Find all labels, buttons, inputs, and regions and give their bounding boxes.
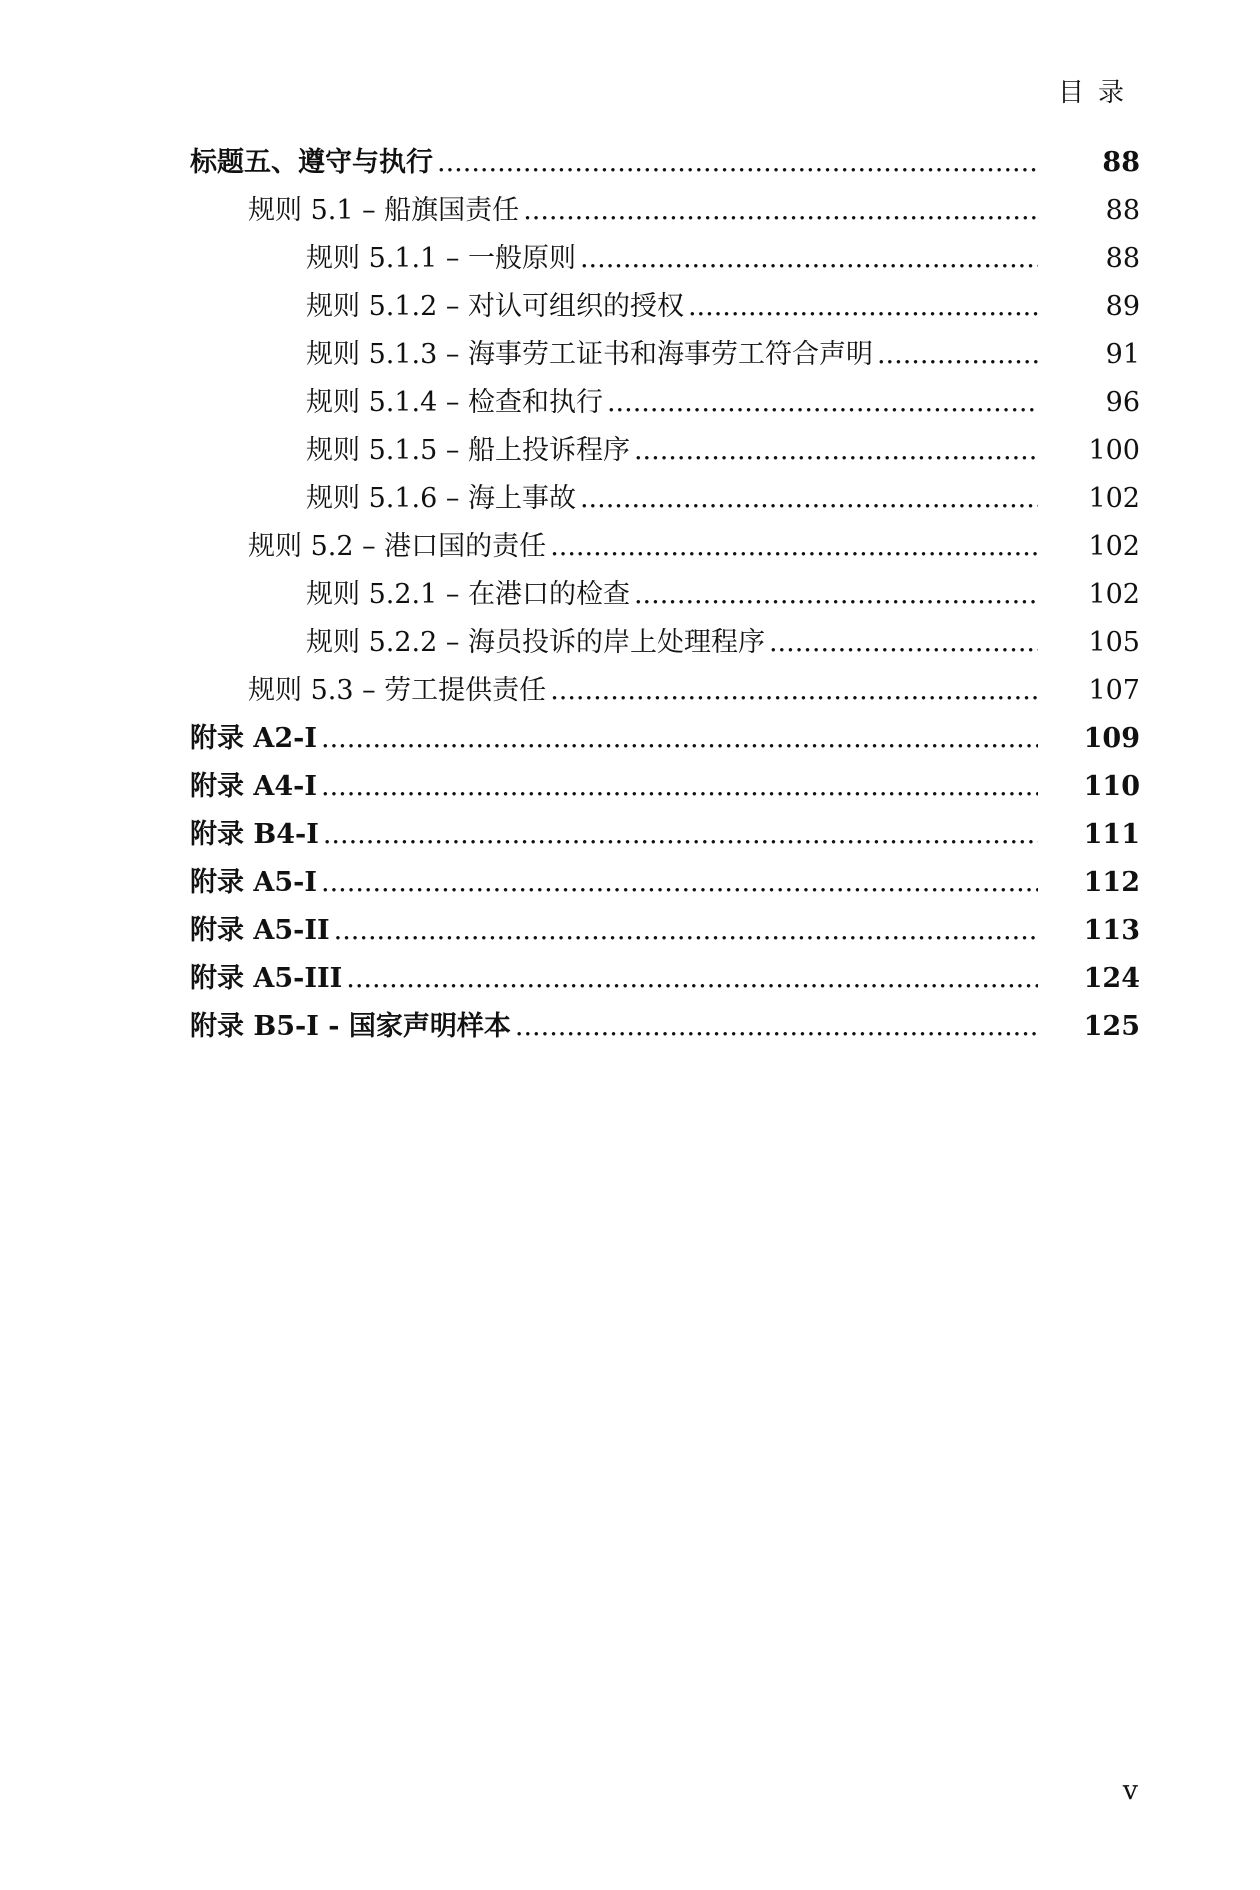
toc-entry-title: 规则 5.1.6 – 海上事故	[306, 483, 576, 514]
dot-leader	[321, 771, 1038, 802]
toc-entry-title: 规则 5.3 – 劳工提供责任	[248, 675, 547, 706]
toc-page-number: 88	[1105, 243, 1140, 274]
table-of-contents	[190, 140, 1140, 1052]
dot-leader	[769, 627, 1038, 658]
toc-entry[interactable]	[190, 572, 1140, 620]
toc-entry[interactable]	[190, 284, 1140, 332]
dot-leader	[550, 531, 1038, 562]
dot-leader	[580, 243, 1038, 274]
dot-leader	[634, 579, 1038, 610]
dot-leader	[334, 915, 1038, 946]
dot-leader	[437, 147, 1038, 178]
toc-entry[interactable]	[190, 668, 1140, 716]
toc-page-number: 102	[1088, 579, 1140, 610]
dot-leader	[515, 1011, 1038, 1042]
toc-entry-title: 附录 B5-I - 国家声明样本	[190, 1011, 511, 1042]
toc-page-number: 105	[1088, 627, 1140, 658]
toc-page-number: 107	[1088, 675, 1140, 706]
toc-entry[interactable]	[190, 236, 1140, 284]
toc-entry-title: 标题五、遵守与执行	[190, 147, 433, 178]
toc-page-number: 89	[1105, 291, 1140, 322]
toc-entry-title: 规则 5.1.5 – 船上投诉程序	[306, 435, 630, 466]
toc-page-number: 112	[1083, 867, 1140, 898]
toc-entry[interactable]	[190, 716, 1140, 764]
toc-entry[interactable]	[190, 860, 1140, 908]
toc-entry-title: 规则 5.1.4 – 检查和执行	[306, 387, 603, 418]
toc-entry[interactable]	[190, 1004, 1140, 1052]
toc-entry[interactable]	[190, 956, 1140, 1004]
toc-entry[interactable]	[190, 332, 1140, 380]
toc-entry[interactable]	[190, 188, 1140, 236]
toc-entry[interactable]	[190, 764, 1140, 812]
toc-page-number: 102	[1088, 531, 1140, 562]
toc-page-number: 125	[1083, 1011, 1140, 1042]
dot-leader	[607, 387, 1038, 418]
toc-entry[interactable]	[190, 380, 1140, 428]
toc-entry-title: 附录 A5-II	[190, 915, 330, 946]
dot-leader	[688, 291, 1038, 322]
toc-entry-title: 规则 5.2.1 – 在港口的检查	[306, 579, 630, 610]
toc-page-number: 111	[1083, 819, 1140, 850]
toc-entry-title: 附录 A5-I	[190, 867, 317, 898]
toc-entry-title: 附录 A4-I	[190, 771, 317, 802]
toc-entry[interactable]	[190, 476, 1140, 524]
page-number: v	[1122, 1775, 1138, 1806]
toc-entry[interactable]	[190, 524, 1140, 572]
toc-entry[interactable]	[190, 620, 1140, 668]
toc-entry[interactable]	[190, 428, 1140, 476]
toc-page-number: 91	[1105, 339, 1140, 370]
toc-page-number: 124	[1083, 963, 1140, 994]
toc-page-number: 100	[1088, 435, 1140, 466]
dot-leader	[523, 195, 1038, 226]
toc-page-number: 88	[1105, 195, 1140, 226]
toc-page-number: 109	[1083, 723, 1140, 754]
toc-entry-title: 规则 5.2.2 – 海员投诉的岸上处理程序	[306, 627, 765, 658]
toc-page-number: 88	[1102, 147, 1140, 178]
toc-entry-title: 附录 A2-I	[190, 723, 317, 754]
toc-entry-title: 规则 5.1.2 – 对认可组织的授权	[306, 291, 684, 322]
toc-entry-title: 规则 5.2 – 港口国的责任	[248, 531, 547, 562]
toc-entry[interactable]	[190, 812, 1140, 860]
toc-entry-title: 规则 5.1.1 – 一般原则	[306, 243, 576, 274]
dot-leader	[321, 867, 1038, 898]
running-header: 目录	[1057, 78, 1138, 108]
toc-entry[interactable]	[190, 908, 1140, 956]
toc-entry-title: 规则 5.1 – 船旗国责任	[248, 195, 520, 226]
dot-leader	[321, 723, 1038, 754]
toc-entry-title: 附录 A5-III	[190, 963, 343, 994]
dot-leader	[580, 483, 1038, 514]
dot-leader	[877, 339, 1038, 370]
toc-page-number: 113	[1083, 915, 1140, 946]
toc-page-number: 96	[1105, 387, 1140, 418]
dot-leader	[346, 963, 1038, 994]
dot-leader	[323, 819, 1038, 850]
toc-entry[interactable]	[190, 140, 1140, 188]
toc-entry-title: 附录 B4-I	[190, 819, 319, 850]
toc-entry-title: 规则 5.1.3 – 海事劳工证书和海事劳工符合声明	[306, 339, 873, 370]
toc-page-number: 102	[1088, 483, 1140, 514]
dot-leader	[634, 435, 1038, 466]
dot-leader	[550, 675, 1038, 706]
toc-page-number: 110	[1083, 771, 1140, 802]
